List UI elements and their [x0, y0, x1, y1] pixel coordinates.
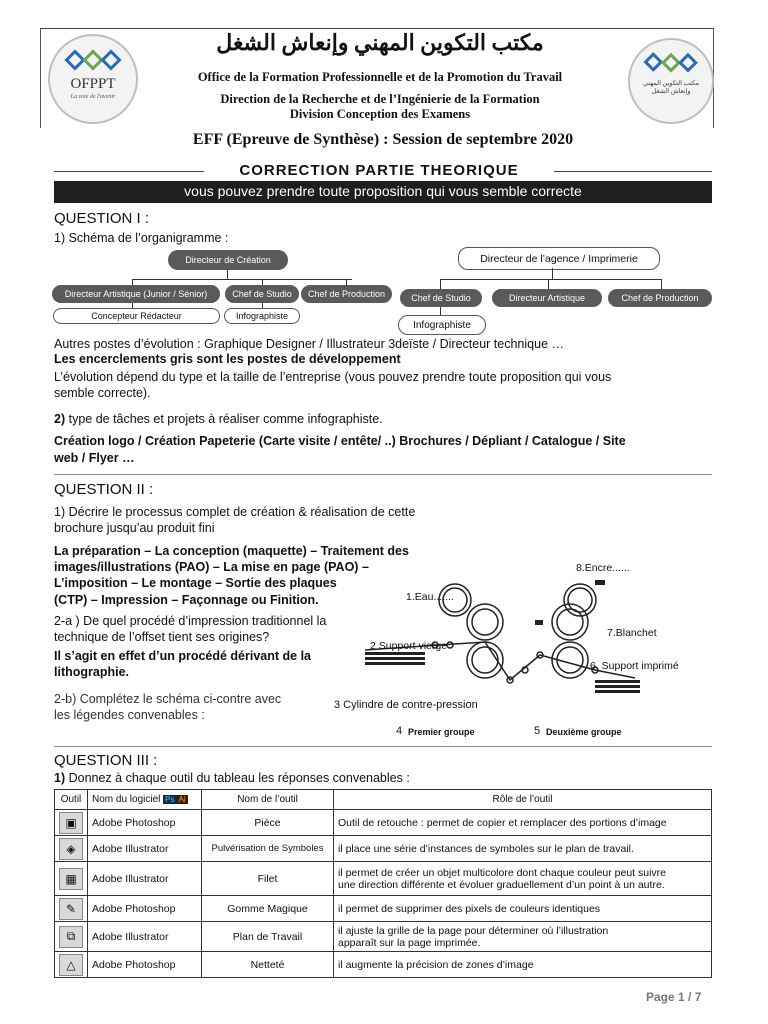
org-connector: [227, 270, 228, 279]
question-2-heading: QUESTION II :: [54, 481, 154, 498]
magic-eraser-icon: ✎: [59, 898, 83, 920]
diagram-label-3: 3 Cylindre de contre-pression: [334, 699, 478, 711]
software-cell: Adobe Photoshop: [88, 810, 202, 836]
org-left-node-copywriter: Concepteur Rédacteur: [53, 308, 220, 324]
q3-subquestion-text: Donnez à chaque outil du tableau les réponses convenables :: [65, 771, 410, 785]
q2-answer-1-line-3: L’imposition – Le montage – Sortie des plaques: [54, 576, 337, 590]
subquestion-2-number: 2): [54, 412, 66, 426]
patch-tool-icon: ▣: [59, 812, 83, 834]
q3-subquestion-number: 1): [54, 771, 66, 785]
tools-table: [54, 789, 712, 978]
column-header-software-label: Nom du logiciel: [92, 794, 161, 805]
q2-subquestion-1-line-1: 1) Décrire le processus complet de création & réalisation de cette: [54, 505, 416, 519]
diagram-label-8: 8.Encre......: [576, 562, 630, 574]
software-cell: Adobe Photoshop: [88, 896, 202, 922]
org-left-node-art-director: Directeur Artistique (Junior / Sénior): [52, 285, 220, 303]
org-left-node-studio-head: Chef de Studio: [225, 285, 299, 303]
grey-circles-note: Les encerclements gris sont les postes de développement: [54, 352, 401, 366]
diagram-label-7: 7.Blanchet: [607, 627, 657, 639]
tool-name-cell: Gomme Magique: [202, 896, 334, 922]
photoshop-badge: Ps: [165, 795, 175, 804]
diagram-label-1: 1.Eau.......: [406, 591, 454, 603]
table-row: [55, 862, 712, 896]
banner-text: vous pouvez prendre toute proposition qui vous semble correcte: [184, 183, 582, 199]
section-rule-left: [54, 171, 204, 172]
column-header-software: [88, 790, 202, 810]
software-cell: Adobe Illustrator: [88, 836, 202, 862]
section-rule-right: [554, 171, 712, 172]
mesh-tool-icon: ▦: [59, 868, 83, 890]
role-cell: [334, 836, 712, 862]
other-positions: Autres postes d’évolution : Graphique Designer / Illustrateur 3deïste / Directeur technique …: [54, 337, 564, 351]
software-cell: Adobe Illustrator: [88, 862, 202, 896]
logo-left-subtext: La voie de l'avenir: [70, 94, 116, 100]
artboard-tool-icon: ⧉: [59, 926, 83, 948]
org-connector: [440, 307, 441, 315]
banner: [54, 181, 712, 203]
section-title: CORRECTION PARTIE THEORIQUE: [239, 162, 519, 179]
org-right-node-studio-head: Chef de Studio: [400, 289, 482, 307]
table-header-row: [55, 790, 712, 810]
table-row: [55, 922, 712, 952]
subquestion-2-text: type de tâches et projets à réaliser comme infographiste.: [65, 412, 383, 426]
diagram-label-5-number: 5: [534, 725, 541, 737]
diagram-label-4-number: 4: [396, 725, 403, 737]
q2-answer-1-line-2: images/illustrations (PAO) – La mise en page (PAO) –: [54, 560, 369, 574]
separator: [54, 474, 712, 475]
question-3-heading: QUESTION III :: [54, 752, 158, 769]
org-left-node-infographist: Infographiste: [224, 308, 300, 324]
q2-subquestion-1-line-2: brochure jusqu’au produit fini: [54, 521, 215, 535]
question-3-subquestion-1: [54, 771, 410, 785]
ofppt-logo-right: [628, 38, 714, 124]
symbol-sprayer-icon: ◈: [59, 838, 83, 860]
q2-answer-1-line-1: La préparation – La conception (maquette) – Traitement des: [54, 544, 409, 558]
answer-2-line-2: web / Flyer …: [54, 451, 135, 465]
q2-answer-1-line-4: (CTP) – Impression – Façonnage ou Finition.: [54, 593, 319, 607]
role-cell: [334, 862, 712, 896]
logo-left-text: OFPPT: [70, 76, 116, 92]
org-right-node-infographist: Infographiste: [398, 315, 486, 335]
tool-name-cell: Pulvérisation de Symboles: [202, 836, 334, 862]
exam-title: EFF (Epreuve de Synthèse) : Session de septembre 2020: [192, 131, 574, 148]
org-connector: [132, 279, 352, 280]
logo-right-text: مكتب التكوين المهني وإنعاش الشغل: [642, 80, 700, 95]
diagram-label-5: Deuxième groupe: [546, 727, 622, 737]
org-connector: [440, 279, 662, 280]
q2-answer-2a-line-1: Il s’agit en effet d’un procédé dérivant de la: [54, 649, 312, 663]
org-connector: [661, 279, 662, 289]
ofppt-logo-left: [48, 34, 138, 124]
org-right-node-art-director: Directeur Artistique: [492, 289, 602, 307]
org-connector: [552, 268, 553, 279]
header-top-rule: [40, 28, 713, 29]
diagram-label-2: 2 Support vierge: [370, 640, 448, 652]
tool-name-cell: Pièce: [202, 810, 334, 836]
tool-name-cell: Netteté: [202, 952, 334, 978]
org-left-node-production-head: Chef de Production: [301, 285, 392, 303]
role-cell: [334, 922, 712, 952]
answer-2-line-1: Création logo / Création Papeterie (Carte visite / entête/ ..) Brochures / Dépliant / Catalogue / Site: [54, 434, 626, 448]
role-line-2: une direction différente et évoluer graduellement d’un point à un autre.: [338, 878, 665, 891]
role-line-1: Outil de retouche : permet de copier et remplacer des portions d’image: [338, 816, 667, 829]
sharpen-tool-icon: △: [59, 954, 83, 976]
role-line-1: il place une série d’instances de symboles sur le plan de travail.: [338, 842, 634, 855]
q2-subquestion-2a-line-1: 2-a ) De quel procédé d’impression traditionnel la: [54, 614, 327, 628]
role-line-1: il permet de créer un objet multicolore dont chaque couleur peut suivre: [338, 866, 667, 879]
org-connector: [548, 279, 549, 289]
direction-title: Direction de la Recherche et de l’Ingénierie de la Formation: [220, 92, 540, 106]
diagram-label-6: 6. Support imprimé: [590, 660, 679, 672]
org-right-top-node: Directeur de l’agence / Imprimerie: [458, 247, 660, 270]
page-number: Page 1 / 7: [646, 990, 702, 1004]
org-right-node-production-head: Chef de Production: [608, 289, 712, 307]
role-line-1: il augmente la précision de zones d’image: [338, 958, 534, 971]
q2-answer-2a-line-2: lithographie.: [54, 665, 129, 679]
column-header-tool-name: Nom de l’outil: [202, 790, 334, 810]
offset-press-diagram: [345, 560, 645, 700]
column-header-tool: Outil: [55, 790, 88, 810]
question-1-subquestion-2: [54, 412, 383, 426]
table-row: [55, 952, 712, 978]
software-cell: Adobe Illustrator: [88, 922, 202, 952]
table-row: [55, 810, 712, 836]
question-1-heading: QUESTION I :: [54, 210, 150, 227]
tool-name-cell: Filet: [202, 862, 334, 896]
column-header-role: Rôle de l’outil: [334, 790, 712, 810]
q2-subquestion-2b-line-2: les légendes convenables :: [54, 708, 205, 722]
role-cell: [334, 952, 712, 978]
role-cell: [334, 896, 712, 922]
evolution-note-line-2: semble correcte).: [54, 386, 151, 400]
office-title: Office de la Formation Professionnelle et de la Promotion du Travail: [197, 70, 563, 84]
table-row: [55, 836, 712, 862]
role-cell: [334, 810, 712, 836]
software-cell: Adobe Photoshop: [88, 952, 202, 978]
separator: [54, 746, 712, 747]
evolution-note-line-1: L’évolution dépend du type et la taille de l’entreprise (vous pouvez prendre toute proposition qui vous: [54, 370, 612, 384]
tool-name-cell: Plan de Travail: [202, 922, 334, 952]
role-line-2: apparaît sur la page imprimée.: [338, 936, 481, 949]
table-row: [55, 896, 712, 922]
question-1-subquestion-1: 1) Schéma de l’organigramme :: [54, 231, 229, 245]
arabic-institution-title: مكتب التكوين المهني وإنعاش الشغل: [216, 30, 544, 55]
org-connector: [440, 279, 441, 289]
role-line-1: il permet de supprimer des pixels de couleurs identiques: [338, 902, 601, 915]
org-left-top-node: Directeur de Création: [168, 250, 288, 270]
illustrator-badge: Ai: [178, 795, 186, 804]
division-title: Division Conception des Examens: [289, 107, 471, 121]
q2-subquestion-2a-line-2: technique de l’offset tient ses origines?: [54, 630, 270, 644]
q2-subquestion-2b-line-1: 2-b) Complétez le schéma ci-contre avec: [54, 692, 282, 706]
diagram-label-4: Premier groupe: [408, 727, 475, 737]
role-line-1: il ajuste la grille de la page pour déterminer où l’illustration: [338, 924, 609, 937]
